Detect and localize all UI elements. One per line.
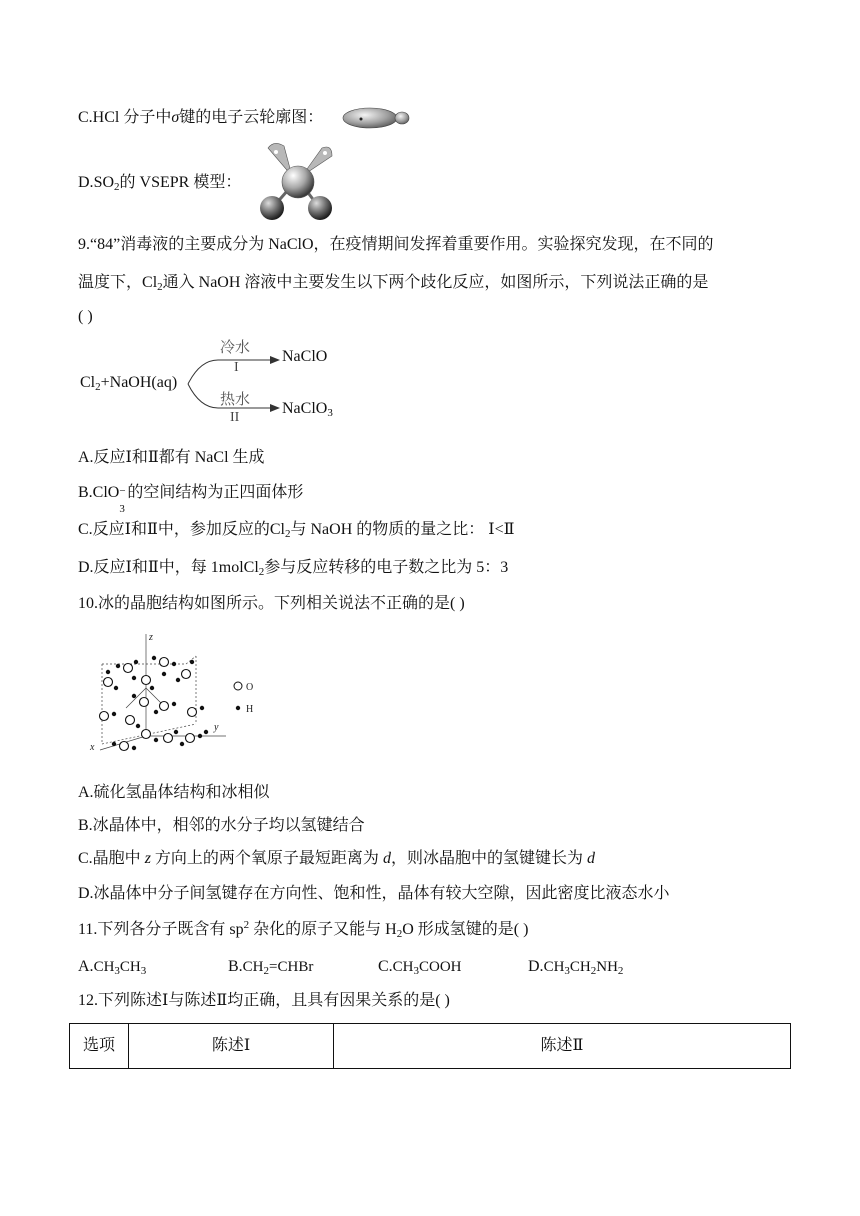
table-header-statement-2: 陈述Ⅱ	[334, 1024, 791, 1069]
q9-option-b: B.ClO − 3 的空间结构为正四面体形	[78, 484, 304, 515]
q9-option-a: A.反应Ⅰ和Ⅱ都有 NaCl 生成	[78, 449, 265, 466]
q9-option-c: C.反应Ⅰ和Ⅱ中，参加反应的$Cl_2$与 NaOH 的物质的量之比： Ⅰ<Ⅱ	[78, 521, 515, 540]
upper-product: NaClO	[282, 348, 328, 365]
q10-option-d: D.冰晶体中分子间氢键存在方向性、饱和性，晶体有较大空隙，因此密度比液态水小	[78, 885, 670, 902]
q9-answer-paren: ( )	[78, 308, 93, 325]
q12-stem: 12.下列陈述Ⅰ与陈述Ⅱ均正确，且具有因果关系的是( )	[78, 992, 450, 1009]
q10-option-a: A.硫化氢晶体结构和冰相似	[78, 784, 270, 801]
table-header-option: 选项	[70, 1024, 129, 1069]
lower-condition: 热水	[220, 392, 251, 408]
q11-option-c: $C.CH_3COOH$	[378, 958, 462, 977]
q10-stem: 10.冰的晶胞结构如图所示。下列相关说法不正确的是( )	[78, 595, 465, 612]
q9-option-d: D.反应Ⅰ和Ⅱ中，每 1molCl$_2$参与反应转移的电子数之比为 5：3	[78, 559, 509, 578]
reactant: $Cl_2+NaOH(aq)$	[80, 374, 178, 393]
q11-option-b: $B.CH_2=CHBr$	[228, 958, 314, 977]
axis-z-label: z	[149, 632, 153, 643]
q10-option-c: C.晶胞中 z 方向上的两个氧原子最短距离为 d，则冰晶胞中的氢键键长为 d	[78, 850, 595, 867]
q11-option-a: $A.CH_3CH_3$	[78, 958, 147, 977]
upper-condition: 冷水	[220, 340, 251, 356]
legend-oxygen-label: O	[246, 682, 254, 693]
hcl-sigma-orbital-image	[326, 104, 416, 132]
q10-option-b: B.冰晶体中，相邻的水分子均以氢键结合	[78, 817, 365, 834]
lower-product: NaClO$_3$	[282, 400, 333, 419]
table-header-statement-1: 陈述Ⅰ	[129, 1024, 334, 1069]
q11-option-d: $D.CH_3CH_2NH_2$	[528, 958, 624, 977]
q8-option-d: $D.SO_2$的 VSEPR 模型：	[78, 174, 242, 193]
axis-y-label: y	[214, 722, 219, 733]
upper-label: I	[234, 360, 239, 375]
legend-hydrogen-label: H	[246, 704, 254, 715]
lower-label: II	[230, 410, 240, 425]
q9-stem-line2: 温度下，$Cl_2$通入 NaOH 溶液中主要发生以下两个歧化反应，如图所示，下列说法正确的是	[78, 274, 709, 293]
q11-stem: 11.下列各分子既含有 $sp^2$ 杂化的原子又能与 $H_2O$ 形成氢键的是( )	[78, 919, 529, 940]
reaction-scheme	[78, 336, 348, 432]
sigma-symbol: σ	[171, 109, 180, 126]
q12-table	[69, 1023, 791, 1069]
table-header-row	[70, 1024, 791, 1069]
so2-vsepr-model-image	[254, 138, 344, 222]
axis-x-label: x	[90, 742, 95, 753]
q8-option-c: C.HCl 分子中σ键的电子云轮廓图：	[78, 109, 324, 126]
ice-unit-cell-image	[86, 628, 266, 754]
q9-stem-line1: 9.“84”消毒液的主要成分为 NaClO，在疫情期间发挥着重要作用。实验探究发现，在不同的	[78, 236, 714, 253]
